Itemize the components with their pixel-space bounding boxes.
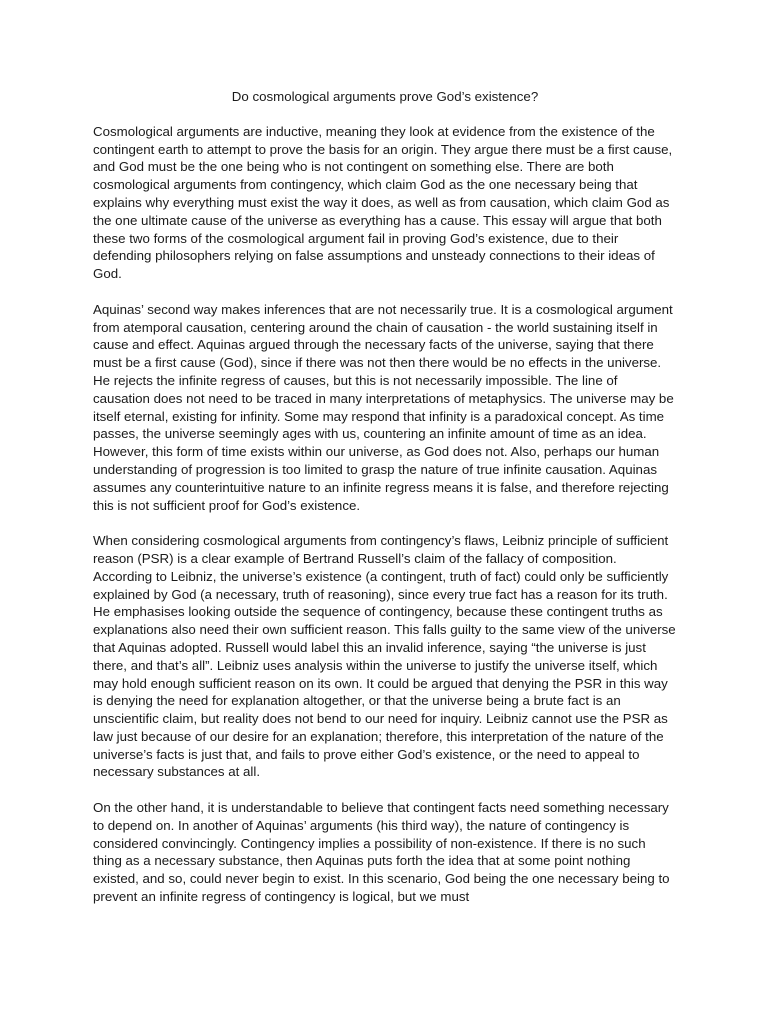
document-title: Do cosmological arguments prove God’s existence?: [231, 89, 539, 104]
paragraph-intro: Cosmological arguments are inductive, meaning they look at evidence from the existence of the contingent earth to attempt to prove the basis for an origin. They argue there must be a first cause, and God must be the one being who is not contingent on something else. There are both cosmological arguments from contingency, which claim God as the one necessary being that explains why everything must exist the way it does, as well as from causation, which claim God as the one ultimate cause of the universe as everything has a cause. This essay will argue that both these two forms of the cosmological argument fail in proving God’s existence, due to their defending philosophers relying on false assumptions and unsteady connections to their ideas of God.: [93, 123, 673, 282]
paragraph-aquinas-second-way: Aquinas’ second way makes inferences that are not necessarily true. It is a cosmological argument from atemporal causation, centering around the chain of causation - the world sustaining itself in cause and effect. Aquinas argued through the necessary facts of the universe, saying that there must be a first cause (God), since if there was not then there would be no effects in the universe. He rejects the infinite regress of causes, but this is not necessarily impossible. The line of causation does not need to be traced in many interpretations of metaphysics. The universe may be itself eternal, existing for infinity. Some may respond that infinity is a paradoxical concept. As time passes, the universe seemingly ages with us, countering an infinite amount of time as an idea. However, this form of time exists within our universe, as God does not. Also, perhaps our human understanding of progression is too limited to grasp the nature of true infinite causation. Aquinas assumes any counterintuitive nature to an infinite regress means it is false, and therefore rejecting this is not sufficient proof for God’s existence.: [93, 301, 674, 513]
paragraph-aquinas-third-way: On the other hand, it is understandable to believe that contingent facts need something necessary to depend on. In another of Aquinas’ arguments (his third way), the nature of contingency is considered convincingly. Contingency implies a possibility of non-existence. If there is no such thing as a necessary substance, then Aquinas puts forth the idea that at some point nothing existed, and so, could never begin to exist. In this scenario, God being the one necessary being to prevent an infinite regress of contingency is logical, but we must: [93, 800, 670, 905]
paragraph-leibniz-psr: When considering cosmological arguments from contingency’s flaws, Leibniz principle of sufficient reason (PSR) is a clear example of Bertrand Russell’s claim of the fallacy of composition. According to Leibniz, the universe’s existence (a contingent, truth of fact) could only be sufficiently explained by God (a necessary, truth of reasoning), since every true fact has a reason for its truth. He emphasises looking outside the sequence of contingency, because these contingent truths as explanations also need their own sufficient reason. This falls guilty to the same view of the universe that Aquinas adopted. Russell would label this an invalid inference, saying “the universe is just there, and that’s all”. Leibniz uses analysis within the universe to justify the universe itself, which may hold enough sufficient reason on its own. It could be argued that denying the PSR in this way is denying the need for explanation altogether, or that the universe being a brute fact is an unscientific claim, but reality does not bend to our need for inquiry. Leibniz cannot use the PSR as law just because of our desire for an explanation; therefore, this interpretation of the nature of the universe’s facts is just that, and fails to prove either God’s existence, or the need to appeal to necessary substances at all.: [93, 533, 676, 780]
document-page: [93, 88, 677, 924]
